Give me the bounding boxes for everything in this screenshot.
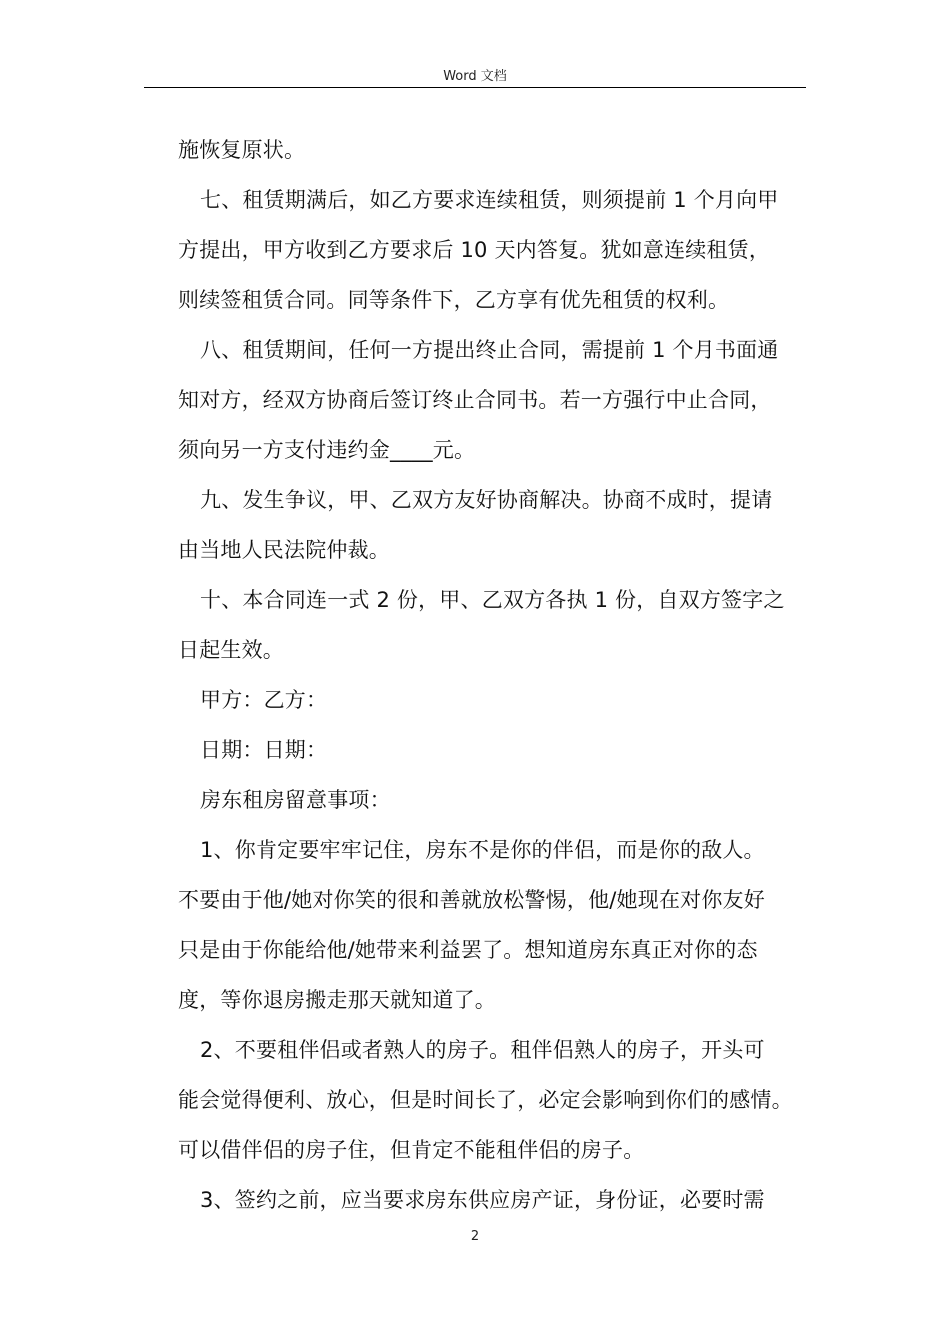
body-line: 十、本合同连一式 2 份，甲、乙双方各执 1 份，自双方签字之 (200, 588, 785, 612)
body-line: 能会觉得便利、放心，但是时间长了，必定会影响到你们的感情。 (178, 1088, 793, 1112)
body-line: 施恢复原状。 (178, 138, 306, 162)
body-line: 1、你肯定要牢牢记住，房东不是你的伴侣，而是你的敌人。 (200, 838, 765, 862)
body-line: 不要由于他/她对你笑的很和善就放松警惕，他/她现在对你友好 (178, 888, 765, 912)
body-line: 只是由于你能给他/她带来利益罢了。想知道房东真正对你的态 (178, 938, 758, 962)
header-divider (144, 87, 806, 88)
body-line: 度，等你退房搬走那天就知道了。 (178, 988, 496, 1012)
body-line: 知对方，经双方协商后签订终止合同书。若一方强行中止合同， (178, 388, 772, 412)
body-line: 则续签租赁合同。同等条件下，乙方享有优先租赁的权利。 (178, 288, 730, 312)
body-line: 七、租赁期满后，如乙方要求连续租赁，则须提前 1 个月向甲 (200, 188, 779, 212)
body-line: 方提出，甲方收到乙方要求后 10 天内答复。犹如意连续租赁， (178, 238, 771, 262)
body-line: 日期：日期： (200, 738, 328, 762)
body-line: 3、签约之前，应当要求房东供应房产证，身份证，必要时需 (200, 1188, 765, 1212)
body-line: 房东租房留意事项： (200, 788, 391, 812)
body-line: 八、租赁期间，任何一方提出终止合同，需提前 1 个月书面通 (200, 338, 779, 362)
body-line: 可以借伴侣的房子住，但肯定不能租伴侣的房子。 (178, 1138, 645, 1162)
body-line: 2、不要租伴侣或者熟人的房子。租伴侣熟人的房子，开头可 (200, 1038, 765, 1062)
page-number: 2 (470, 1229, 480, 1244)
body-line: 日起生效。 (178, 638, 284, 662)
body-line: 由当地人民法院仲裁。 (178, 538, 390, 562)
page-header: Word 文档 (443, 69, 507, 84)
body-line: 须向另一方支付违约金____元。 (178, 438, 476, 462)
body-line: 九、发生争议，甲、乙双方友好协商解决。协商不成时，提请 (200, 488, 773, 512)
body-line: 甲方：乙方： (200, 688, 328, 712)
